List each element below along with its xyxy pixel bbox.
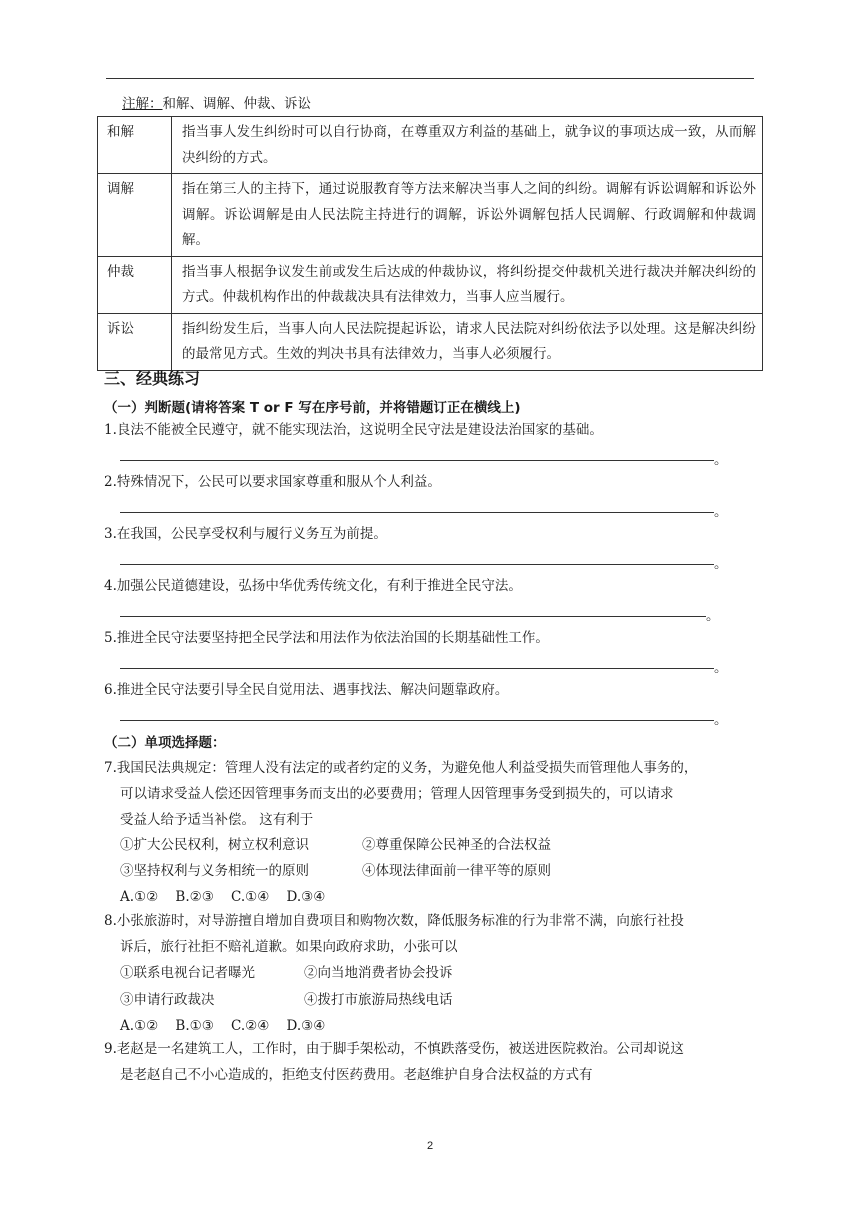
table-row	[98, 117, 763, 174]
mc-question-7	[104, 755, 756, 833]
note-label: 注解：	[122, 96, 163, 112]
question-line: 8.小张旅游时，对导游擅自增加自费项目和购物次数，降低服务标准的行为非常不满，向旅行社投	[104, 913, 684, 929]
answer-line-6[interactable]	[120, 706, 714, 721]
definition-cell: 指当事人根据争议发生前或发生后达成的仲裁协议，将纠纷提交仲裁机关进行裁决并解决纠纷的方式。仲裁机构作出的仲裁裁决具有法律效力，当事人应当履行。	[172, 256, 763, 313]
option-1: ①联系电视台记者曝光	[120, 965, 255, 981]
option-4: ④体现法律面前一律平等的原则	[362, 863, 551, 879]
option-2: ②向当地消费者协会投诉	[304, 965, 453, 981]
term-cell: 和解	[98, 117, 172, 174]
table-row	[98, 256, 763, 313]
definition-cell: 指当事人发生纠纷时可以自行协商，在尊重双方利益的基础上，就争议的事项达成一致，从而解决纠纷的方式。	[172, 117, 763, 174]
option-1: ①扩大公民权利，树立权利意识	[120, 837, 309, 853]
term-cell: 调解	[98, 174, 172, 257]
answer-line-3[interactable]	[120, 550, 714, 565]
tf-question-6: 6.推进全民守法要引导全民自觉用法、遇事找法、解决问题靠政府。	[104, 682, 509, 698]
tf-question-3: 3.在我国，公民享受权利与履行义务互为前提。	[104, 526, 387, 542]
table-row	[98, 174, 763, 257]
answer-period: 。	[714, 504, 728, 520]
terms-table	[97, 116, 763, 371]
tf-question-2: 2.特殊情况下，公民可以要求国家尊重和服从个人利益。	[104, 474, 441, 490]
header-rule	[106, 78, 754, 79]
tf-question-4: 4.加强公民道德建设，弘扬中华优秀传统文化，有利于推进全民守法。	[104, 578, 522, 594]
answer-choices: A.①② B.②③ C.①④ D.③④	[120, 889, 326, 905]
question-line: 受益人给予适当补偿。 这有利于	[120, 812, 314, 828]
answer-period: 。	[714, 660, 728, 676]
part2-heading: （二）单项选择题：	[104, 735, 226, 751]
answer-line-4[interactable]	[120, 602, 706, 617]
question-line: 诉后，旅行社拒不赔礼道歉。如果向政府求助，小张可以	[120, 939, 458, 955]
answer-line-1[interactable]	[120, 446, 714, 461]
question-line: 7.我国民法典规定：管理人没有法定的或者约定的义务，为避免他人利益受损失而管理他人事务的，	[104, 760, 698, 776]
answer-period: 。	[714, 556, 728, 572]
section-heading: 三、经典练习	[104, 369, 201, 388]
mc-question-8	[104, 908, 756, 960]
term-cell: 仲裁	[98, 256, 172, 313]
option-3: ③申请行政裁决	[120, 992, 215, 1008]
definition-cell: 指在第三人的主持下，通过说服教育等方法来解决当事人之间的纠纷。调解有诉讼调解和诉讼外调解。诉讼调解是由人民法院主持进行的调解，诉讼外调解包括人民调解、行政调解和仲裁调解。	[172, 174, 763, 257]
note-line	[122, 95, 311, 113]
option-2: ②尊重保障公民神圣的合法权益	[362, 837, 551, 853]
tf-question-1: 1.良法不能被全民遵守，就不能实现法治，这说明全民守法是建设法治国家的基础。	[104, 422, 603, 438]
note-text: 和解、调解、仲裁、诉讼	[162, 96, 311, 112]
question-line: 是老赵自己不小心造成的，拒绝支付医药费用。老赵维护自身合法权益的方式有	[120, 1067, 593, 1083]
option-3: ③坚持权利与义务相统一的原则	[120, 863, 309, 879]
table-row	[98, 313, 763, 370]
answer-line-5[interactable]	[120, 654, 714, 669]
mc-question-9	[104, 1036, 756, 1088]
part1-heading: （一）判断题(请将答案 T or F 写在序号前，并将错题订正在横线上)	[104, 400, 521, 416]
answer-period: 。	[714, 712, 728, 728]
answer-line-2[interactable]	[120, 498, 714, 513]
answer-period: 。	[706, 608, 720, 624]
page-number: 2	[426, 1140, 434, 1152]
answer-choices: A.①② B.①③ C.②④ D.③④	[120, 1018, 326, 1034]
definition-cell: 指纠纷发生后，当事人向人民法院提起诉讼，请求人民法院对纠纷依法予以处理。这是解决纠纷的最常见方式。生效的判决书具有法律效力，当事人必须履行。	[172, 313, 763, 370]
tf-question-5: 5.推进全民守法要坚持把全民学法和用法作为依法治国的长期基础性工作。	[104, 630, 549, 646]
answer-period: 。	[714, 452, 728, 468]
question-line: 可以请求受益人偿还因管理事务而支出的必要费用；管理人因管理事务受到损失的，可以请求	[120, 786, 674, 802]
term-cell: 诉讼	[98, 313, 172, 370]
question-line: 9.老赵是一名建筑工人，工作时，由于脚手架松动，不慎跌落受伤，被送进医院救治。公司却说这	[104, 1041, 684, 1057]
option-4: ④拨打市旅游局热线电话	[304, 992, 453, 1008]
